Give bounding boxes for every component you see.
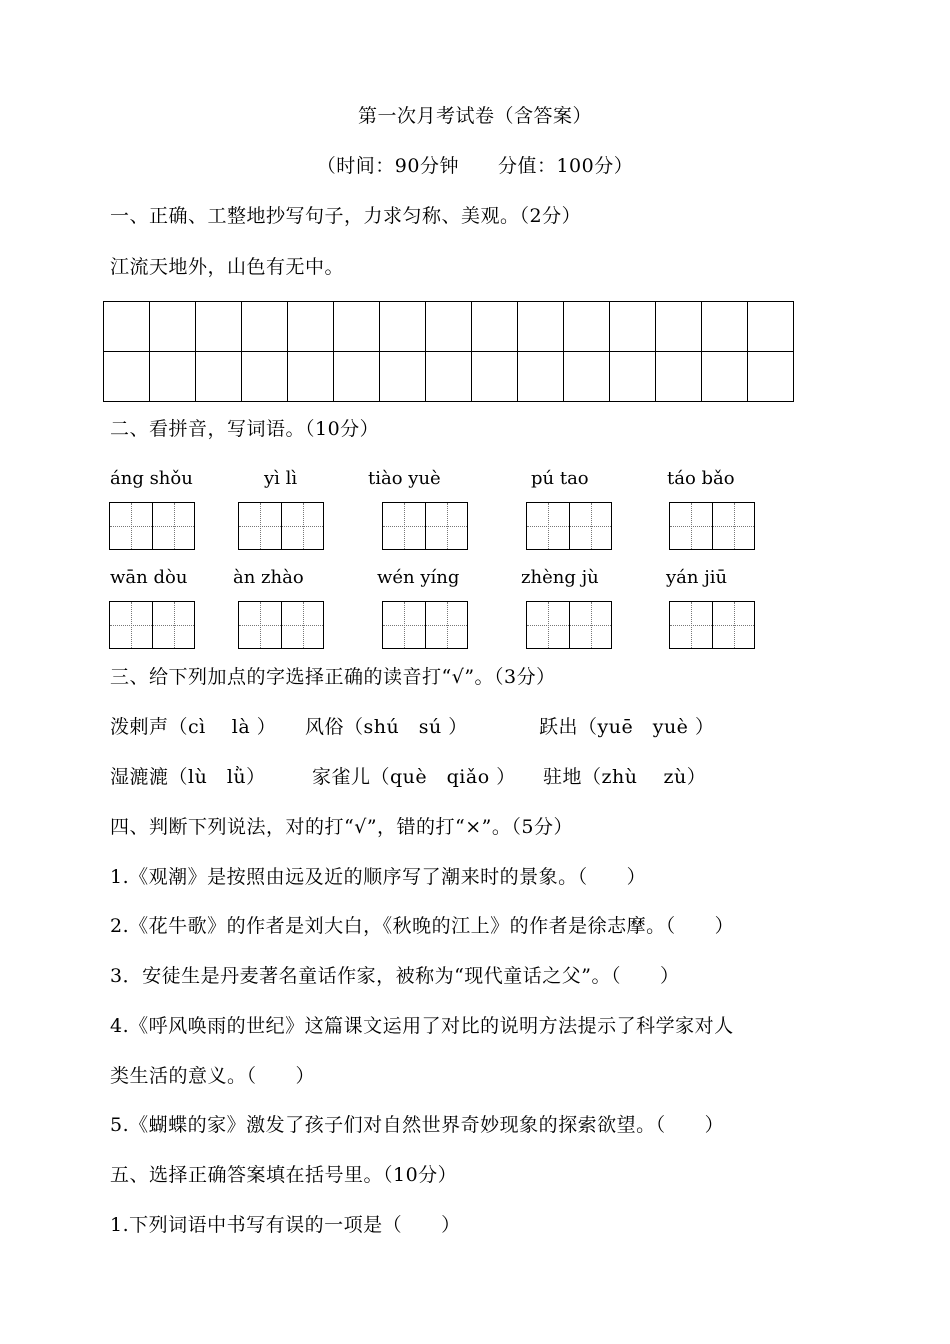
pinyin-label: yì lì [264,468,298,489]
reading-choice: 湿漉漉（lù lǜ） [110,766,266,788]
section-2-heading: 二、看拼音，写词语。（10分） [110,418,380,440]
grid-cell[interactable] [472,352,518,402]
reading-choice: 风俗（shú sú ） [305,716,468,738]
tianzige-box[interactable] [109,502,195,550]
grid-cell[interactable] [610,302,656,352]
tianzige-box[interactable] [669,502,755,550]
pinyin-label: yán jiū [666,567,728,588]
pinyin-label: àn zhào [233,567,304,588]
pinyin-label: wān dòu [110,567,188,588]
grid-cell[interactable] [380,302,426,352]
grid-cell[interactable] [380,352,426,402]
grid-cell[interactable] [702,352,748,402]
grid-cell[interactable] [334,352,380,402]
grid-cell[interactable] [104,352,150,402]
tianzige-box[interactable] [238,601,324,649]
grid-row [104,302,794,352]
pinyin-label: zhèng jù [521,567,599,588]
grid-cell[interactable] [702,302,748,352]
grid-cell[interactable] [518,352,564,402]
tianzige-box[interactable] [109,601,195,649]
judgement-item: 2.《花牛歌》的作者是刘大白，《秋晚的江上》的作者是徐志摩。（ ） [110,915,735,937]
tianzige-box[interactable] [526,502,612,550]
pinyin-label: áng shǒu [110,468,193,489]
section-1-heading: 一、正确、工整地抄写句子，力求匀称、美观。（2分） [110,205,582,227]
choice-question: 1.下列词语中书写有误的一项是（ ） [110,1214,461,1236]
pinyin-label: tiào yuè [368,468,441,489]
grid-cell[interactable] [288,302,334,352]
grid-cell[interactable] [288,352,334,402]
tianzige-box[interactable] [669,601,755,649]
grid-cell[interactable] [564,302,610,352]
copy-writing-grid[interactable] [103,301,794,402]
section-4-heading: 四、判断下列说法，对的打“√”，错的打“×”。（5分） [110,816,573,838]
grid-cell[interactable] [518,302,564,352]
grid-cell[interactable] [242,352,288,402]
grid-cell[interactable] [150,302,196,352]
grid-cell[interactable] [656,302,702,352]
judgement-item: 5.《蝴蝶的家》激发了孩子们对自然世界奇妙现象的探索欲望。（ ） [110,1114,725,1136]
tianzige-box[interactable] [238,502,324,550]
copy-sentence: 江流天地外，山色有无中。 [110,256,345,278]
section-5-heading: 五、选择正确答案填在括号里。（10分） [110,1164,458,1186]
page-title: 第一次月考试卷（含答案） [357,105,592,127]
grid-cell[interactable] [610,352,656,402]
reading-choice: 跃出（yuē yuè ） [539,716,715,738]
grid-cell[interactable] [472,302,518,352]
grid-cell[interactable] [334,302,380,352]
grid-cell[interactable] [656,352,702,402]
judgement-item-continued: 类生活的意义。（ ） [110,1065,316,1087]
grid-cell[interactable] [426,302,472,352]
pinyin-label: wén yíng [377,567,460,588]
grid-cell[interactable] [242,302,288,352]
tianzige-box[interactable] [382,502,468,550]
page-subtitle: （时间：90分钟 分值：100分） [316,155,634,177]
grid-cell[interactable] [748,302,794,352]
judgement-item: 1.《观潮》是按照由远及近的顺序写了潮来时的景象。（ ） [110,866,647,888]
judgement-item: 3．安徒生是丹麦著名童话作家，被称为“现代童话之父”。（ ） [110,965,680,987]
grid-cell[interactable] [748,352,794,402]
grid-cell[interactable] [150,352,196,402]
tianzige-box[interactable] [526,601,612,649]
grid-cell[interactable] [196,302,242,352]
tianzige-box[interactable] [382,601,468,649]
pinyin-label: pú tao [531,468,589,489]
reading-choice: 泼剌声（cì là ） [110,716,277,738]
grid-cell[interactable] [426,352,472,402]
section-3-heading: 三、给下列加点的字选择正确的读音打“√”。（3分） [110,666,556,688]
reading-choice: 家雀儿（què qiǎo ） [312,766,516,788]
judgement-item: 4.《呼风唤雨的世纪》这篇课文运用了对比的说明方法提示了科学家对人 [110,1015,734,1037]
grid-row [104,352,794,402]
pinyin-label: táo bǎo [667,468,735,489]
reading-choice: 驻地（zhù zù） [543,766,707,788]
grid-cell[interactable] [104,302,150,352]
grid-cell[interactable] [196,352,242,402]
grid-cell[interactable] [564,352,610,402]
